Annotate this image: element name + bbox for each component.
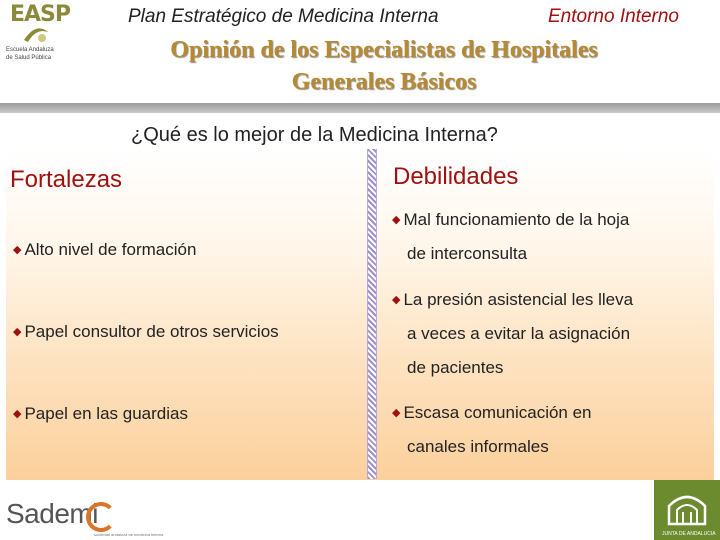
easp-logo-mark: EASP xyxy=(10,2,71,27)
debilidad-item xyxy=(392,203,712,271)
debilidad-item-line: La presión asistencial les lleva xyxy=(403,290,634,309)
slide-title-line1: Opinión de los Especialistas de Hospitales xyxy=(170,37,598,63)
sademi-logo-word: Sademi xyxy=(6,498,98,529)
junta-emblem-icon xyxy=(663,484,711,528)
debilidad-item-line: Escasa comunicación en xyxy=(403,403,592,422)
easp-logo-line1: Escuela Andaluza xyxy=(6,47,54,53)
debilidad-item xyxy=(392,283,712,385)
fortaleza-item-text: Papel en las guardias xyxy=(24,404,188,423)
sademi-ring-icon xyxy=(86,502,116,532)
fortaleza-item xyxy=(13,404,188,424)
debilidad-item-line: Mal funcionamiento de la hoja xyxy=(403,210,630,229)
header-plan-title: Plan Estratégico de Medicina Interna xyxy=(128,6,439,27)
slide-title xyxy=(110,34,658,98)
debilidad-item-line: canales informales xyxy=(407,437,549,456)
diamond-bullet-icon: ◆ xyxy=(392,407,401,419)
slide-title-line2: Generales Básicos xyxy=(291,69,477,95)
header-divider xyxy=(0,103,720,113)
junta-logo-tag: JUNTA DE ANDALUCIA xyxy=(662,531,716,537)
diamond-bullet-icon: ◆ xyxy=(13,326,22,338)
question-heading: ¿Qué es lo mejor de la Medicina Interna? xyxy=(131,124,498,146)
easp-swoosh-icon xyxy=(22,26,50,44)
junta-andalucia-logo xyxy=(654,480,720,540)
fortaleza-item-text: Papel consultor de otros servicios xyxy=(24,322,279,341)
sademi-logo xyxy=(6,498,176,538)
debilidades-heading: Debilidades xyxy=(393,163,519,190)
fortaleza-item-text: Alto nivel de formación xyxy=(24,240,197,259)
header-section-label: Entorno Interno xyxy=(548,6,679,27)
fortaleza-item xyxy=(13,240,196,260)
debilidad-item-line: a veces a evitar la asignación xyxy=(407,324,631,343)
easp-logo-line2: de Salud Pública xyxy=(6,55,52,61)
fortalezas-heading: Fortalezas xyxy=(10,166,123,193)
column-divider xyxy=(367,149,377,479)
diamond-bullet-icon: ◆ xyxy=(392,294,401,306)
diamond-bullet-icon: ◆ xyxy=(392,214,401,226)
sademi-logo-tagline: sociedad andaluza de medicina interna xyxy=(94,532,164,537)
debilidad-item-line: de pacientes xyxy=(407,358,504,377)
diamond-bullet-icon: ◆ xyxy=(13,408,22,420)
easp-logo xyxy=(4,2,76,68)
diamond-bullet-icon: ◆ xyxy=(13,244,22,256)
fortaleza-item xyxy=(13,322,279,342)
debilidad-item xyxy=(392,396,712,464)
debilidad-item-line: de interconsulta xyxy=(407,244,528,263)
